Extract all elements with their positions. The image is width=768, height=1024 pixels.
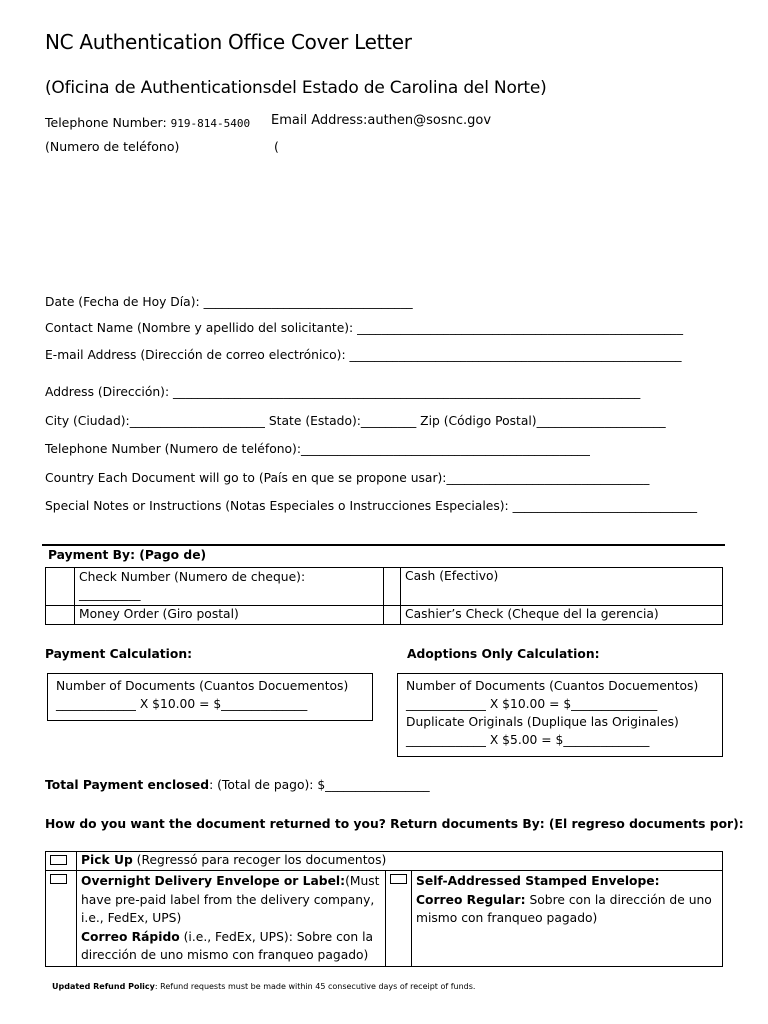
check-number-cell bbox=[75, 568, 384, 606]
email-address-field[interactable]: E-mail Address (Dirección de correo electrónico): ______________________________________________________ bbox=[45, 348, 682, 362]
correo-rapido-rest: (i.e., FedEx, UPS): Sobre con la dirección de uno mismo con franqueo pagado) bbox=[81, 929, 374, 962]
overnight-label-cell bbox=[77, 871, 386, 967]
payment-num-docs: Number of Documents (Cuantos Docuementos) bbox=[56, 679, 349, 693]
total-payment-line[interactable] bbox=[45, 778, 430, 792]
overnight-label-bold: Overnight Delivery Envelope or Label: bbox=[81, 874, 346, 888]
telephone-line bbox=[45, 115, 250, 130]
self-addressed-checkbox-cell[interactable] bbox=[386, 871, 412, 967]
adoptions-calculation-box bbox=[397, 673, 723, 757]
adoptions-num-docs: Number of Documents (Cuantos Docuementos) bbox=[406, 679, 699, 693]
overnight-checkbox-cell[interactable] bbox=[46, 871, 77, 967]
self-addressed-checkbox[interactable] bbox=[390, 874, 407, 884]
telephone-value: 919-814-5400 bbox=[170, 117, 251, 130]
telephone-field[interactable]: Telephone Number (Numero de teléfono):_______________________________________________ bbox=[45, 442, 590, 456]
pickup-label-cell bbox=[77, 852, 723, 871]
email-spanish: ( bbox=[274, 139, 279, 154]
refund-policy-label: Updated Refund Policy bbox=[52, 982, 155, 991]
payment-method-table bbox=[45, 567, 723, 625]
payment-calculation-box bbox=[47, 673, 373, 721]
contact-name-field[interactable]: Contact Name (Nombre y apellido del solicitante): _____________________________________________________ bbox=[45, 321, 683, 335]
payment-heading: Payment By: (Pago de) bbox=[48, 548, 207, 562]
email-line bbox=[271, 113, 491, 128]
page-title: NC Authentication Office Cover Letter bbox=[45, 30, 412, 54]
telephone-label: Telephone Number: bbox=[45, 115, 167, 130]
money-order-label: Money Order (Giro postal) bbox=[75, 606, 384, 625]
cashiers-check-label: Cashier’s Check (Cheque del la gerencia) bbox=[401, 606, 723, 625]
overnight-checkbox[interactable] bbox=[50, 874, 67, 884]
adoptions-five-formula[interactable]: _____________ X $5.00 = $______________ bbox=[406, 733, 650, 747]
self-addressed-label-bold: Self-Addressed Stamped Envelope: bbox=[416, 874, 660, 888]
special-notes-field[interactable]: Special Notes or Instructions (Notas Especiales o Instrucciones Especiales): ______________________________ bbox=[45, 499, 698, 513]
total-payment-label: Total Payment enclosed bbox=[45, 778, 210, 792]
cash-label: Cash (Efectivo) bbox=[401, 568, 723, 606]
address-field[interactable]: Address (Dirección): ____________________________________________________________________________ bbox=[45, 385, 641, 399]
return-method-table bbox=[45, 851, 723, 967]
check-number-label: Check Number (Numero de cheque): bbox=[79, 570, 306, 584]
section-divider bbox=[42, 544, 725, 546]
adoptions-ten-formula[interactable]: _____________ X $10.00 = $______________ bbox=[406, 697, 658, 711]
overnight-label-rest: (Must have pre-paid label from the delivery company, i.e., FedEx, UPS) bbox=[81, 874, 380, 925]
duplicate-originals: Duplicate Originals (Duplique las Originales) bbox=[406, 715, 679, 729]
return-question: How do you want the document returned to you? Return documents By: (El regreso documents por): bbox=[45, 817, 744, 831]
total-payment-rest[interactable]: : (Total de pago): $_________________ bbox=[209, 778, 430, 792]
refund-policy-note bbox=[52, 982, 475, 991]
email-value[interactable]: authen@sosnc.gov bbox=[367, 113, 492, 128]
refund-policy-text: : Refund requests must be made within 45 consecutive days of receipt of funds. bbox=[154, 982, 476, 991]
money-order-checkbox[interactable] bbox=[46, 606, 75, 625]
pickup-label-bold: Pick Up bbox=[81, 853, 133, 867]
date-field[interactable]: Date (Fecha de Hoy Día): __________________________________ bbox=[45, 295, 413, 309]
city-state-zip-field[interactable]: City (Ciudad):______________________ State (Estado):_________ Zip (Código Postal)_____________________ bbox=[45, 414, 666, 428]
self-addressed-label-cell bbox=[412, 871, 723, 967]
cash-checkbox[interactable] bbox=[384, 568, 401, 606]
correo-regular-rest: Sobre con la dirección de uno mismo con franqueo pagado) bbox=[416, 892, 712, 925]
country-field[interactable]: Country Each Document will go to (País en que se propone usar):_________________________________ bbox=[45, 471, 650, 485]
payment-calculation-heading: Payment Calculation: bbox=[45, 647, 192, 661]
check-checkbox[interactable] bbox=[46, 568, 75, 606]
correo-regular-bold: Correo Regular: bbox=[416, 892, 526, 907]
adoptions-calculation-heading: Adoptions Only Calculation: bbox=[407, 647, 600, 661]
email-label: Email Address: bbox=[271, 113, 368, 128]
cashiers-check-checkbox[interactable] bbox=[384, 606, 401, 625]
payment-ten-formula[interactable]: _____________ X $10.00 = $______________ bbox=[56, 697, 308, 711]
correo-rapido-bold: Correo Rápido bbox=[81, 929, 180, 944]
pickup-checkbox-cell[interactable] bbox=[46, 852, 77, 871]
telephone-spanish: (Numero de teléfono) bbox=[45, 139, 180, 154]
page-subtitle: (Oficina de Authenticationsdel Estado de Carolina del Norte) bbox=[45, 78, 547, 98]
pickup-checkbox[interactable] bbox=[50, 855, 67, 865]
pickup-label-rest: (Regressó para recoger los documentos) bbox=[132, 853, 387, 867]
check-number-blank[interactable]: __________ bbox=[79, 587, 141, 601]
